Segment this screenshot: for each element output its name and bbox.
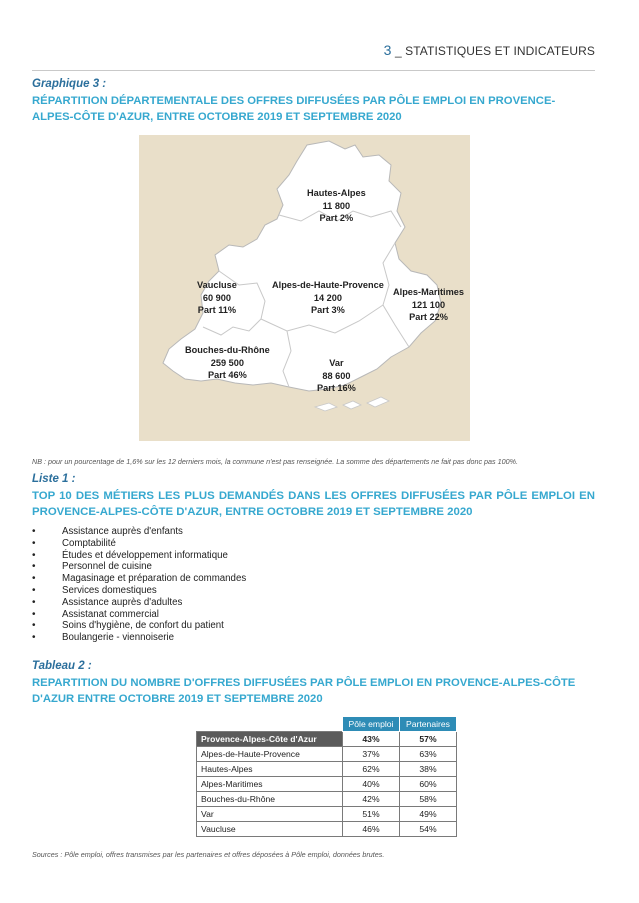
dept-adhp-value: 14 200 [313,292,342,303]
list-item: • Magasinage et préparation de commandes [32,573,246,585]
table-row [197,822,457,837]
cell-partenaires: 57% [400,732,457,747]
dept-hautes-alpes-name: Hautes-Alpes [307,188,366,198]
header-rule [32,70,595,71]
dept-var-value: 88 600 [322,370,351,381]
graphique-title: RÉPARTITION DÉPARTEMENTALE DES OFFRES DIFFUSÉES PAR PÔLE EMPLOI EN PROVENCE-ALPES-CÔTE D'AZUR, ENTRE OCTOBRE 2019 ET SEPTEMBRE 2020 [32,95,556,123]
tableau-block [32,660,595,707]
liste-title: TOP 10 DES MÉTIERS LES PLUS DEMANDÉS DANS LES OFFRES DIFFUSÉES PAR PÔLE EMPLOI EN PROVENCE-ALPES-CÔTE D'AZUR, ENTRE OCTOBRE 2019 ET SEPTEMBRE 2020 [32,490,595,518]
row-label: Bouches-du-Rhône [197,792,343,807]
offers-table-grid [196,716,457,837]
list-item: • Études et développement informatique [32,550,246,562]
dept-hautes-alpes [307,187,366,225]
list-item: • Assistanat commercial [32,609,246,621]
dept-bdr-name: Bouches-du-Rhône [185,345,270,355]
col-header-partenaires: Partenaires [400,717,457,732]
dept-vaucluse-name: Vaucluse [197,280,237,290]
island-levant [367,397,389,407]
sources-note: Sources : Pôle emploi, offres transmises par les partenaires et offres déposées à Pôle emploi, données brutes. [32,850,385,859]
row-label: Alpes-de-Haute-Provence [197,747,343,762]
list-item: • Assistance auprès d'enfants [32,526,246,538]
dept-bouches-du-rhone [185,344,270,382]
dept-vaucluse-value: 60 900 [202,292,231,303]
row-label: Vaucluse [197,822,343,837]
table-header-row [197,717,457,732]
dept-alpes-maritimes [393,286,464,324]
dept-bdr-value: 259 500 [210,357,244,368]
island-porquerolles [315,403,337,411]
dept-adhp-name: Alpes-de-Haute-Provence [272,280,384,290]
row-label: Var [197,807,343,822]
dept-vaucluse-share: Part 11% [197,305,237,316]
cell-partenaires: 63% [400,747,457,762]
section-number: 3 [383,42,392,58]
table-row [197,807,457,822]
dept-hautes-alpes-value: 11 800 [322,200,351,211]
table-row [197,732,457,747]
cell-pole-emploi: 37% [343,747,400,762]
section-separator: _ [394,44,402,58]
dept-alpes-maritimes-name: Alpes-Maritimes [393,287,464,297]
dept-alpes-de-haute-provence [272,279,384,317]
table-row [197,792,457,807]
cell-pole-emploi: 51% [343,807,400,822]
dept-vaucluse [197,279,237,317]
island-port-cros [343,401,361,409]
dept-hautes-alpes-share: Part 2% [319,213,354,224]
dept-bdr-share: Part 46% [207,370,247,381]
table-header-blank [197,717,343,732]
top-jobs-list [32,526,246,644]
tableau-title: REPARTITION DU NOMBRE D'OFFRES DIFFUSÉES PAR PÔLE EMPLOI EN PROVENCE-ALPES-CÔTE D'AZUR ENTRE OCTOBRE 2019 ET SEPTEMBRE 2020 [32,677,576,705]
graphique-label: Graphique 3 : [32,78,107,90]
dept-var [317,357,356,395]
list-item: • Services domestiques [32,585,246,597]
table-row [197,762,457,777]
row-label: Alpes-Maritimes [197,777,343,792]
cell-partenaires: 60% [400,777,457,792]
section-title: STATISTIQUES ET INDICATEURS [405,44,595,58]
cell-pole-emploi: 40% [343,777,400,792]
nb-note: NB : pour un pourcentage de 1,6% sur les 12 derniers mois, la commune n'est pas renseignée. La somme des départements ne fait pas donc pas 100%. [32,457,519,466]
graphique-block [32,78,595,125]
table-row [197,747,457,762]
liste-block [32,473,595,520]
cell-pole-emploi: 43% [343,732,400,747]
cell-partenaires: 49% [400,807,457,822]
dept-alpes-maritimes-value: 121 100 [411,299,446,310]
list-item: • Assistance auprès d'adultes [32,597,246,609]
cell-partenaires: 38% [400,762,457,777]
list-item: • Comptabilité [32,538,246,550]
cell-pole-emploi: 62% [343,762,400,777]
dept-adhp-share: Part 3% [311,305,345,316]
list-item: • Soins d'hygiène, de confort du patient [32,620,246,632]
list-item: • Personnel de cuisine [32,561,246,573]
list-item: • Boulangerie - viennoiserie [32,632,246,644]
cell-partenaires: 54% [400,822,457,837]
dept-var-share: Part 16% [317,383,356,394]
cell-pole-emploi: 46% [343,822,400,837]
liste-label: Liste 1 : [32,473,76,485]
row-label: Hautes-Alpes [197,762,343,777]
offers-table [196,716,457,837]
dept-alpes-maritimes-share: Part 22% [409,312,448,323]
col-header-pole-emploi: Pôle emploi [343,717,400,732]
region-map [139,135,470,441]
cell-partenaires: 58% [400,792,457,807]
dept-var-name: Var [329,358,344,368]
section-header [384,42,595,58]
cell-pole-emploi: 42% [343,792,400,807]
tableau-label: Tableau 2 : [32,660,92,672]
table-row [197,777,457,792]
row-label: Provence-Alpes-Côte d'Azur [197,732,343,747]
